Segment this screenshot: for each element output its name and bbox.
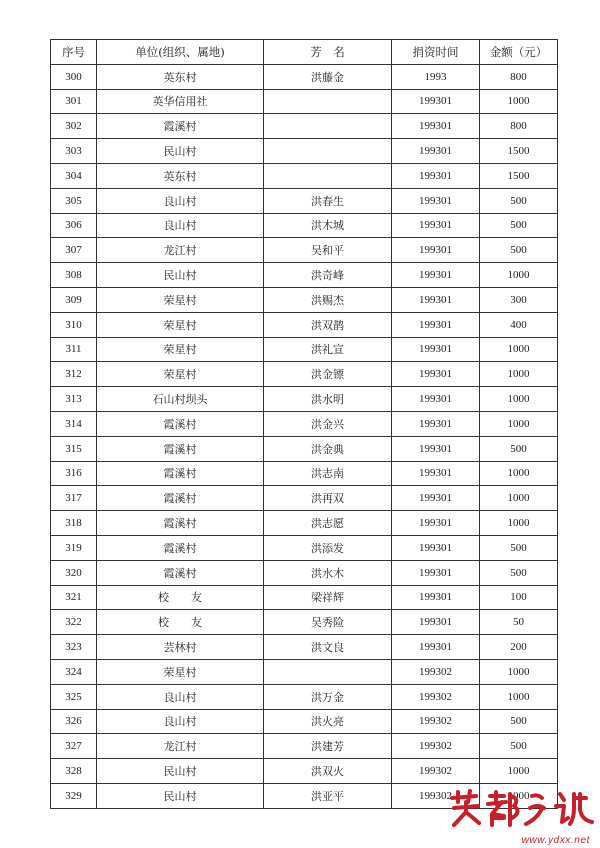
cell-index: 324 [51, 659, 97, 684]
cell-date: 199301 [392, 635, 480, 660]
site-url: www.ydxx.net [521, 835, 590, 846]
cell-name: 洪金典 [264, 436, 392, 461]
cell-amount: 1000 [480, 411, 558, 436]
cell-amount: 1000 [480, 387, 558, 412]
cell-name: 洪双火 [264, 759, 392, 784]
table-row [51, 287, 558, 312]
cell-unit: 霞溪村 [97, 461, 264, 486]
cell-amount: 1000 [480, 511, 558, 536]
cell-name: 洪添发 [264, 535, 392, 560]
cell-unit: 英华信用社 [97, 89, 264, 114]
cell-name [264, 163, 392, 188]
cell-amount: 1500 [480, 139, 558, 164]
table-row [51, 238, 558, 263]
header-name: 芳 名 [264, 40, 392, 65]
cell-amount: 1000 [480, 659, 558, 684]
header-date: 捐资时间 [392, 40, 480, 65]
cell-date: 199301 [392, 411, 480, 436]
table-row [51, 411, 558, 436]
table-row [51, 114, 558, 139]
cell-date: 199302 [392, 684, 480, 709]
cell-unit: 霞溪村 [97, 560, 264, 585]
table-row [51, 734, 558, 759]
cell-index: 314 [51, 411, 97, 436]
cell-date: 199302 [392, 659, 480, 684]
table-row [51, 684, 558, 709]
cell-date: 199301 [392, 461, 480, 486]
cell-date: 199301 [392, 337, 480, 362]
cell-index: 329 [51, 783, 97, 808]
cell-unit: 荣星村 [97, 337, 264, 362]
cell-name: 洪火亮 [264, 709, 392, 734]
cell-index: 304 [51, 163, 97, 188]
cell-name: 洪水木 [264, 560, 392, 585]
cell-index: 313 [51, 387, 97, 412]
cell-index: 326 [51, 709, 97, 734]
header-index: 序号 [51, 40, 97, 65]
cell-unit: 良山村 [97, 684, 264, 709]
cell-date: 199301 [392, 188, 480, 213]
cell-name: 洪金兴 [264, 411, 392, 436]
cell-index: 301 [51, 89, 97, 114]
cell-unit: 龙江村 [97, 238, 264, 263]
cell-index: 327 [51, 734, 97, 759]
cell-index: 316 [51, 461, 97, 486]
table-row [51, 659, 558, 684]
cell-index: 300 [51, 64, 97, 89]
cell-unit: 良山村 [97, 709, 264, 734]
cell-name: 吴和平 [264, 238, 392, 263]
cell-name: 洪藤金 [264, 64, 392, 89]
cell-amount: 1000 [480, 337, 558, 362]
cell-unit: 良山村 [97, 213, 264, 238]
table-row [51, 213, 558, 238]
cell-date: 199301 [392, 535, 480, 560]
table-row [51, 263, 558, 288]
table-row [51, 312, 558, 337]
cell-amount: 1500 [480, 163, 558, 188]
cell-date: 199301 [392, 89, 480, 114]
cell-unit: 荣星村 [97, 312, 264, 337]
cell-date: 199301 [392, 163, 480, 188]
cell-index: 317 [51, 486, 97, 511]
cell-date: 199301 [392, 436, 480, 461]
cell-date: 199301 [392, 362, 480, 387]
cell-amount: 1000 [480, 263, 558, 288]
cell-amount: 1000 [480, 486, 558, 511]
cell-date: 199301 [392, 560, 480, 585]
cell-unit: 芸林村 [97, 635, 264, 660]
cell-index: 308 [51, 263, 97, 288]
cell-date: 199301 [392, 312, 480, 337]
cell-amount: 400 [480, 312, 558, 337]
cell-index: 318 [51, 511, 97, 536]
cell-date: 199302 [392, 783, 480, 808]
table-row [51, 188, 558, 213]
cell-name [264, 139, 392, 164]
table-row [51, 709, 558, 734]
cell-amount: 1000 [480, 759, 558, 784]
cell-name: 洪春生 [264, 188, 392, 213]
cell-index: 328 [51, 759, 97, 784]
cell-name: 梁祥辉 [264, 585, 392, 610]
cell-unit: 民山村 [97, 783, 264, 808]
table-row [51, 585, 558, 610]
cell-date: 199301 [392, 511, 480, 536]
cell-name: 洪志南 [264, 461, 392, 486]
cell-unit: 民山村 [97, 759, 264, 784]
cell-unit: 霞溪村 [97, 486, 264, 511]
cell-amount: 500 [480, 188, 558, 213]
cell-unit: 荣星村 [97, 659, 264, 684]
header-amount: 金额（元） [480, 40, 558, 65]
cell-date: 199301 [392, 238, 480, 263]
cell-unit: 荣星村 [97, 362, 264, 387]
cell-unit: 石山村坝头 [97, 387, 264, 412]
cell-name: 洪建芳 [264, 734, 392, 759]
cell-name: 洪奇峰 [264, 263, 392, 288]
cell-amount: 500 [480, 213, 558, 238]
cell-amount: 800 [480, 114, 558, 139]
table-row [51, 436, 558, 461]
cell-unit: 英东村 [97, 64, 264, 89]
cell-name: 洪金镖 [264, 362, 392, 387]
table-row [51, 486, 558, 511]
header-unit: 单位(组织、属地) [97, 40, 264, 65]
cell-unit: 龙江村 [97, 734, 264, 759]
cell-amount: 100 [480, 585, 558, 610]
cell-amount: 1000 [480, 89, 558, 114]
table-row [51, 461, 558, 486]
cell-unit: 民山村 [97, 263, 264, 288]
table-row [51, 337, 558, 362]
cell-index: 307 [51, 238, 97, 263]
cell-unit: 英东村 [97, 163, 264, 188]
cell-unit: 民山村 [97, 139, 264, 164]
cell-index: 325 [51, 684, 97, 709]
cell-unit: 良山村 [97, 188, 264, 213]
cell-amount: 50 [480, 610, 558, 635]
table-row [51, 560, 558, 585]
table-row [51, 89, 558, 114]
cell-amount: 500 [480, 535, 558, 560]
cell-unit: 霞溪村 [97, 411, 264, 436]
cell-date: 199301 [392, 610, 480, 635]
table-row [51, 64, 558, 89]
cell-index: 305 [51, 188, 97, 213]
cell-index: 303 [51, 139, 97, 164]
cell-amount: 500 [480, 734, 558, 759]
cell-amount: 500 [480, 560, 558, 585]
cell-name [264, 89, 392, 114]
cell-index: 311 [51, 337, 97, 362]
cell-amount: 1000 [480, 783, 558, 808]
table-row [51, 362, 558, 387]
cell-index: 306 [51, 213, 97, 238]
cell-name: 洪文良 [264, 635, 392, 660]
cell-unit: 霞溪村 [97, 511, 264, 536]
cell-amount: 1000 [480, 362, 558, 387]
cell-amount: 1000 [480, 461, 558, 486]
cell-name [264, 659, 392, 684]
cell-name [264, 114, 392, 139]
cell-name: 洪水明 [264, 387, 392, 412]
cell-name: 洪再双 [264, 486, 392, 511]
cell-date: 199302 [392, 734, 480, 759]
cell-amount: 800 [480, 64, 558, 89]
cell-name: 洪赐杰 [264, 287, 392, 312]
cell-amount: 500 [480, 238, 558, 263]
cell-amount: 500 [480, 436, 558, 461]
cell-amount: 200 [480, 635, 558, 660]
table-row [51, 610, 558, 635]
cell-unit: 霞溪村 [97, 535, 264, 560]
cell-unit: 霞溪村 [97, 436, 264, 461]
cell-index: 310 [51, 312, 97, 337]
cell-date: 199301 [392, 213, 480, 238]
cell-unit: 校 友 [97, 610, 264, 635]
cell-date: 1993 [392, 64, 480, 89]
cell-unit: 荣星村 [97, 287, 264, 312]
cell-name: 洪亚平 [264, 783, 392, 808]
cell-index: 320 [51, 560, 97, 585]
cell-index: 315 [51, 436, 97, 461]
cell-amount: 300 [480, 287, 558, 312]
cell-index: 322 [51, 610, 97, 635]
cell-unit: 霞溪村 [97, 114, 264, 139]
cell-name: 洪礼宣 [264, 337, 392, 362]
cell-unit: 校 友 [97, 585, 264, 610]
cell-index: 312 [51, 362, 97, 387]
cell-date: 199301 [392, 585, 480, 610]
cell-date: 199302 [392, 759, 480, 784]
cell-amount: 1000 [480, 684, 558, 709]
cell-index: 323 [51, 635, 97, 660]
table-row [51, 387, 558, 412]
table-row [51, 535, 558, 560]
table-row [51, 511, 558, 536]
cell-name: 洪志愿 [264, 511, 392, 536]
cell-date: 199301 [392, 263, 480, 288]
cell-index: 321 [51, 585, 97, 610]
cell-name: 洪万金 [264, 684, 392, 709]
cell-index: 309 [51, 287, 97, 312]
cell-name: 洪木城 [264, 213, 392, 238]
cell-date: 199301 [392, 287, 480, 312]
table-row [51, 139, 558, 164]
cell-name: 洪双鹊 [264, 312, 392, 337]
table-header-row [51, 40, 558, 65]
cell-date: 199301 [392, 139, 480, 164]
cell-index: 319 [51, 535, 97, 560]
table-row [51, 759, 558, 784]
cell-date: 199302 [392, 709, 480, 734]
table-row [51, 635, 558, 660]
cell-date: 199301 [392, 114, 480, 139]
cell-amount: 500 [480, 709, 558, 734]
table-row [51, 783, 558, 808]
donation-table [50, 39, 558, 809]
cell-index: 302 [51, 114, 97, 139]
cell-date: 199301 [392, 486, 480, 511]
cell-name: 吴秀险 [264, 610, 392, 635]
table-row [51, 163, 558, 188]
cell-date: 199301 [392, 387, 480, 412]
